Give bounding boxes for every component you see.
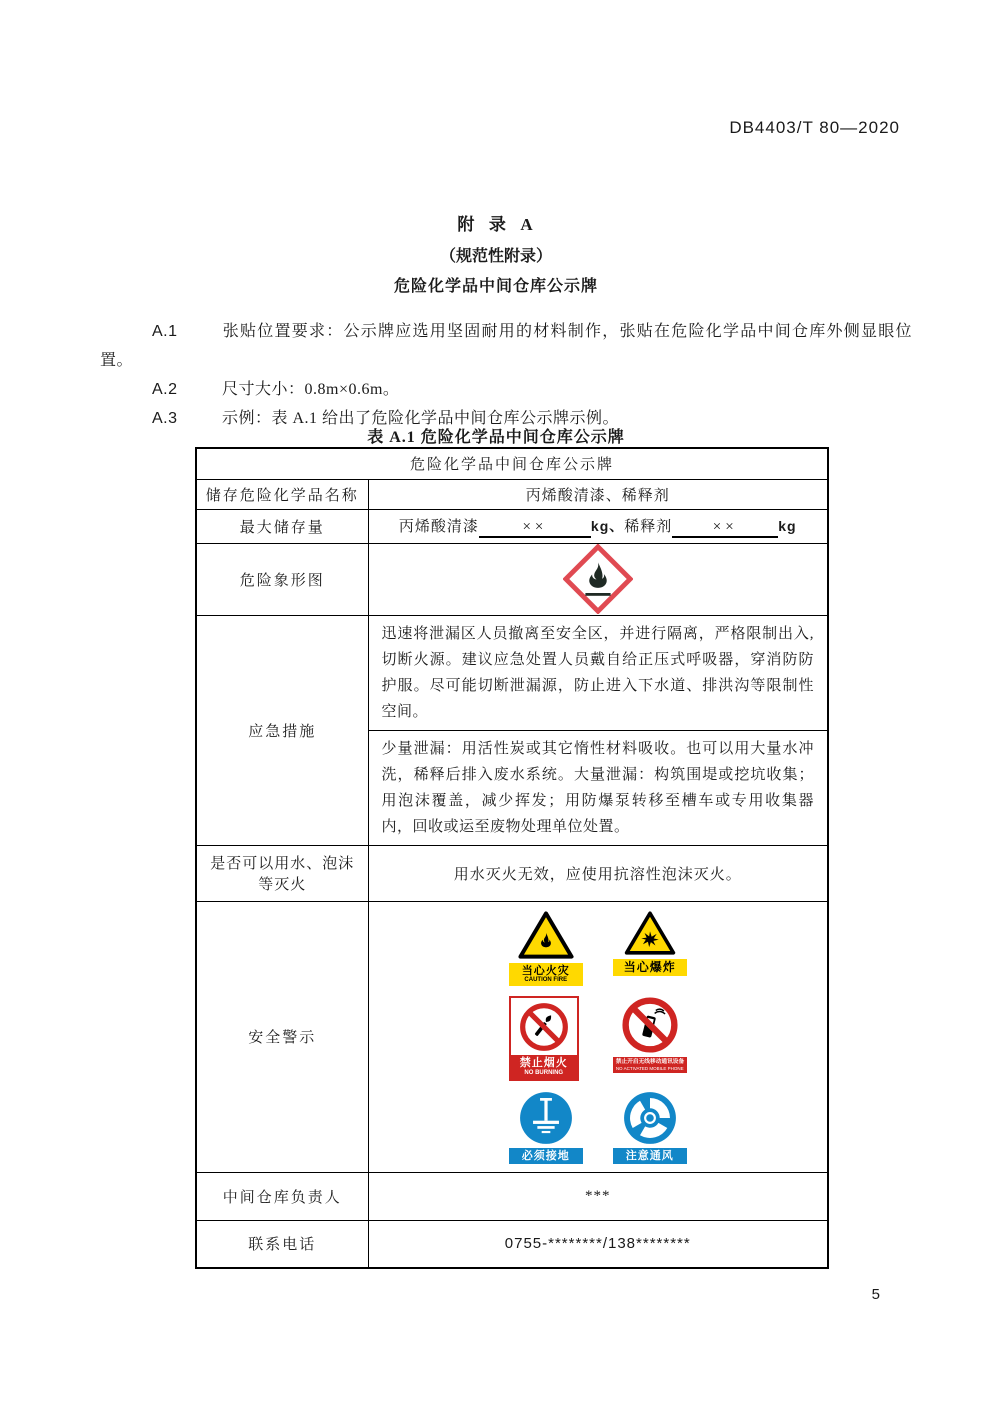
safety-signs-label: 安全警示 [196,901,368,1173]
table-row-phone [196,1221,828,1268]
caution-fire-band [509,963,583,987]
emergency-paragraph-2: 少量泄漏：用活性炭或其它惰性材料吸收。也可以用大量水冲洗，稀释后排入废水系统。大量泄漏：构筑围堤或挖坑收集；用泡沫覆盖，减少挥发；用防爆泵转移至槽车或专用收集器内，回收或运至废物处理单位处置。 [368,730,828,845]
manager-value: *** [368,1173,828,1221]
must-ground-icon [519,1091,573,1145]
pictogram-cell [368,543,828,615]
table-row-pictogram [196,543,828,615]
clause-a1-number: A.1 [152,323,178,340]
clause-a2 [100,375,912,404]
phone-label: 联系电话 [196,1221,368,1268]
sign-caution-explosion [613,910,687,987]
max-storage-unit-2: kg [778,517,797,534]
clause-a1 [100,317,912,375]
manager-label: 中间仓库负责人 [196,1173,368,1221]
sign-caution-fire [509,910,583,987]
table-row-storage-name [196,479,828,509]
no-mobile-phone-icon [621,996,679,1054]
appendix-subtitle: （规范性附录） [439,248,552,265]
no-burning-icon [518,1001,570,1053]
table-title-cell: 危险化学品中间仓库公示牌 [196,448,828,479]
caution-fire-sublabel: CAUTION FIRE [524,977,568,984]
appendix-title-block [0,210,992,296]
standard-number-header: DB4403/T 80—2020 [729,118,900,137]
max-storage-blank-1: ×× [479,519,591,538]
caution-explosion-band [613,959,687,977]
caution-fire-icon [517,910,575,960]
caution-explosion-icon [624,910,676,956]
max-storage-blank-2: ×× [672,519,778,538]
pictogram-label: 危险象形图 [196,543,368,615]
table-row-manager [196,1173,828,1221]
safety-signs-grid [369,902,828,1173]
table-row-extinguish [196,845,828,901]
no-mobile-phone-sublabel: NO ACTIVATED MOBILE PHONE [615,1065,684,1071]
storage-name-value: 丙烯酸清漆、稀释剂 [368,479,828,509]
sign-ventilation [613,1091,687,1165]
must-ground-band [509,1148,583,1165]
table-row-title [196,448,828,479]
table-row-safety-signs [196,901,828,1173]
emergency-label: 应急措施 [196,615,368,845]
emergency-paragraph-1: 迅速将泄漏区人员撤离至安全区，并进行隔离，严格限制出入,切断火源。建议应急处置人员戴自给正压式呼吸器，穿消防防护服。尽可能切断泄漏源，防止进入下水道、排洪沟等限制性空间。 [368,615,828,730]
clause-a3-text: 示例：表 A.1 给出了危险化学品中间仓库公示牌示例。 [222,410,620,427]
caution-explosion-label: 当心爆炸 [623,959,676,974]
no-burning-label: 禁止烟火 [519,1057,568,1070]
caution-fire-label: 当心火灾 [521,964,570,977]
clause-a1-text: 张贴位置要求：公示牌应选用坚固耐用的材料制作，张贴在危险化学品中间仓库外侧显眼位置。 [100,323,912,369]
clause-a2-text: 尺寸大小：0.8m×0.6m。 [222,381,400,398]
max-storage-mid: 稀释剂 [624,518,673,535]
phone-value: 0755-********/138******** [368,1221,828,1268]
safety-signs-cell [368,901,828,1173]
page-number: 5 [871,1286,880,1303]
no-mobile-phone-label: 禁止开启无线移动通讯设备 [615,1059,684,1065]
appendix-title: 附 录 A [457,215,535,234]
max-storage-prefix: 丙烯酸清漆 [398,518,479,535]
max-storage-label: 最大储存量 [196,509,368,543]
ventilation-band [613,1148,687,1165]
table-caption: 表 A.1 危险化学品中间仓库公示牌 [367,429,625,446]
sign-must-ground [509,1091,583,1165]
ventilation-icon [623,1091,677,1145]
ventilation-label: 注意通风 [625,1149,674,1162]
sign-no-burning [509,996,579,1081]
no-mobile-phone-band [613,1057,687,1073]
table-row-max-storage [196,509,828,543]
table-row-emergency-1 [196,615,828,730]
extinguish-label: 是否可以用水、泡沫等灭火 [196,845,368,901]
extinguish-value: 用水灭火无效，应使用抗溶性泡沫灭火。 [368,845,828,901]
max-storage-unit-1: kg、 [590,517,625,534]
max-storage-value [368,509,828,543]
appendix-heading: 危险化学品中间仓库公示牌 [393,278,598,295]
ghs-flammable-icon [563,544,633,614]
storage-name-label: 储存危险化学品名称 [196,479,368,509]
no-burning-sublabel: NO BURNING [524,1069,564,1076]
sign-no-mobile-phone [613,996,687,1081]
clause-list [100,317,912,433]
no-burning-band [511,1055,577,1079]
clause-a3-number: A.3 [152,410,178,427]
must-ground-label: 必须接地 [521,1149,570,1162]
notice-board-table [195,447,829,1269]
clause-a2-number: A.2 [152,381,178,398]
